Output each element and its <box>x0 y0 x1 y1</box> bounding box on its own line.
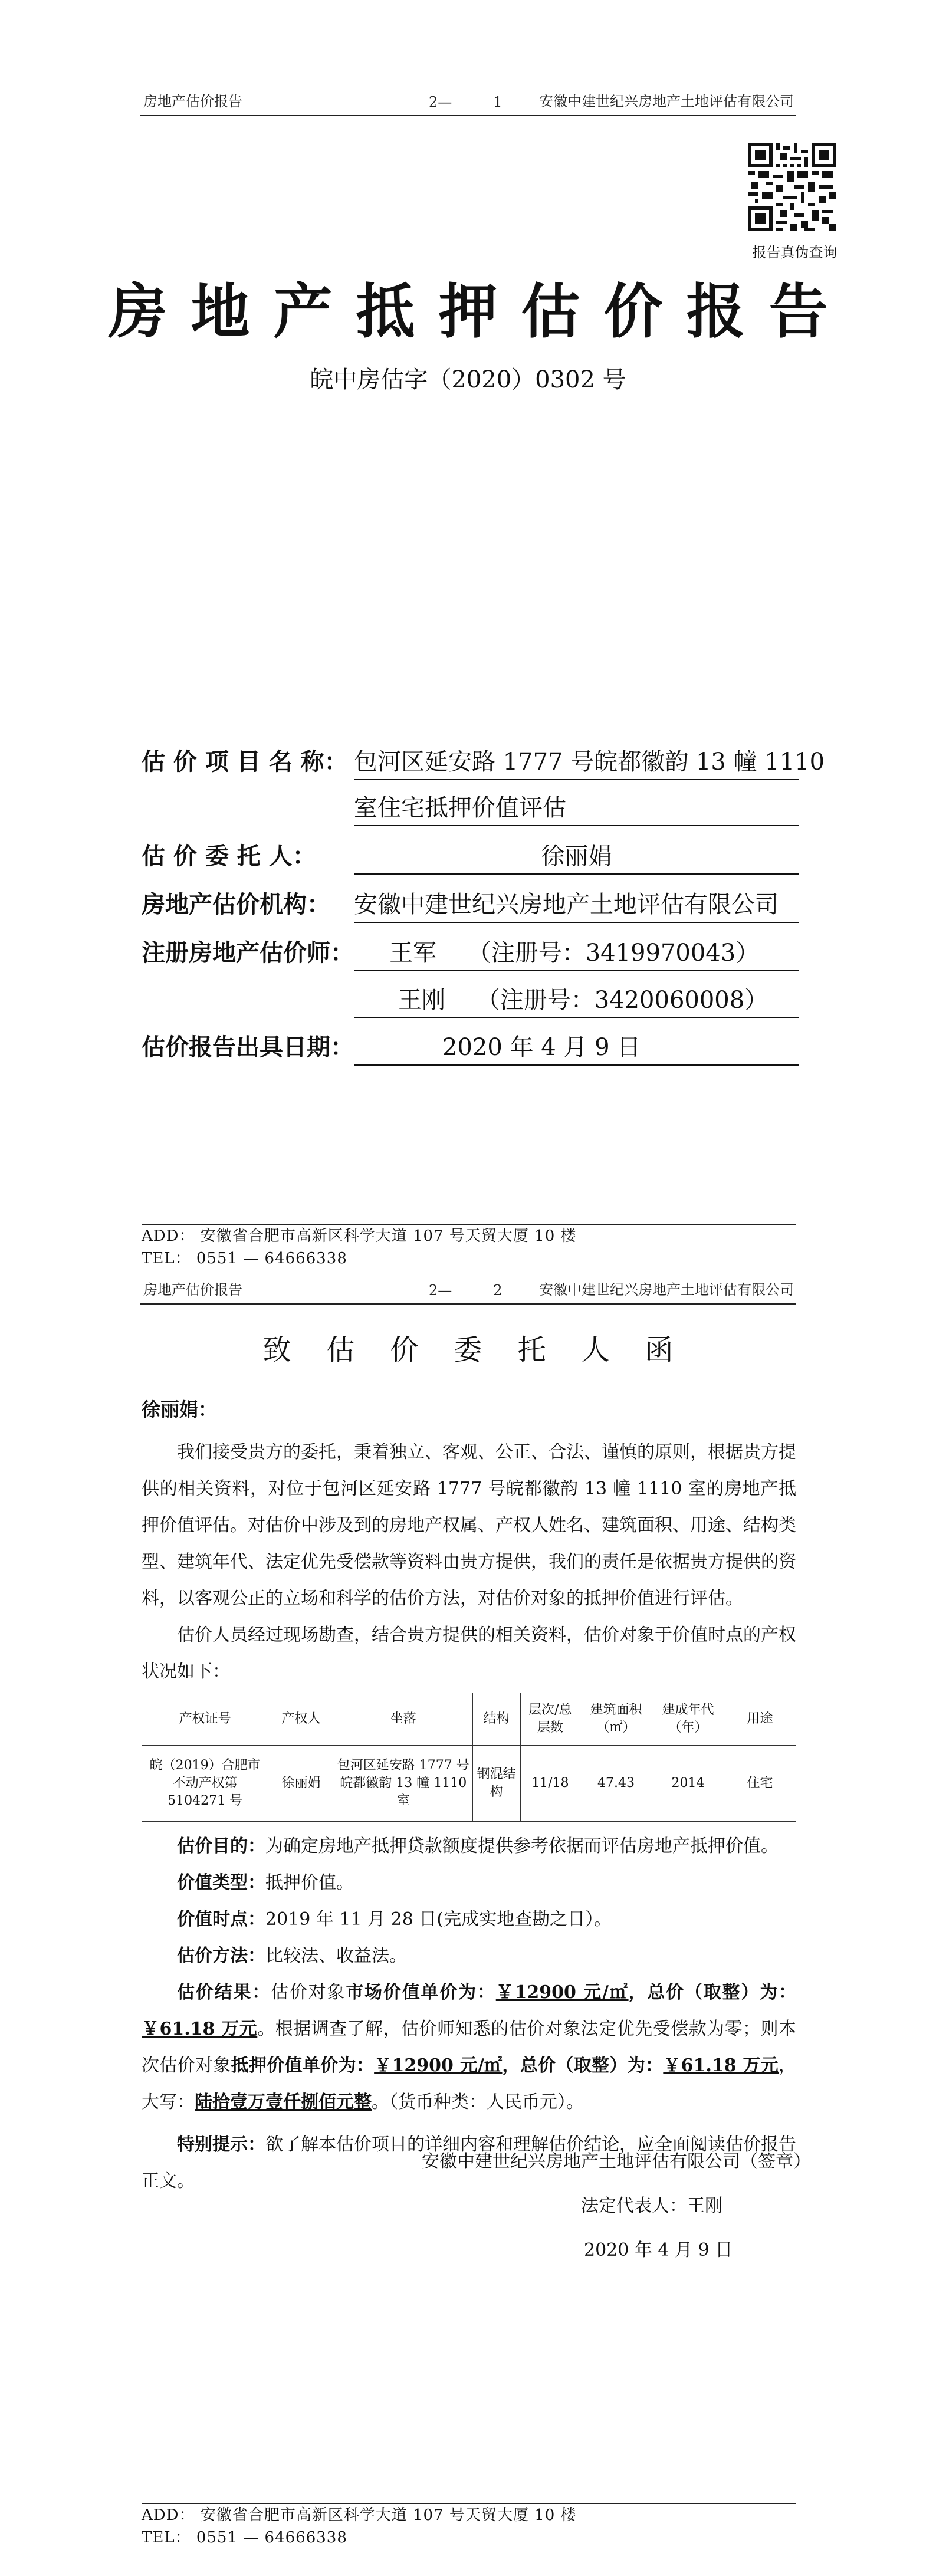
method-value: 比较法、收益法。 <box>265 1946 407 1966</box>
method-line <box>177 1938 796 1974</box>
result-text: 估价对象 <box>271 1982 346 2003</box>
table-header-row <box>142 1693 796 1746</box>
table-cell: 11/18 <box>520 1746 580 1822</box>
value-date-label: 价值时点： <box>177 1909 265 1930</box>
appraiser-2-value: 王刚 （注册号：3420060008） <box>354 981 799 1018</box>
signature-representative: 法定代表人：王刚 <box>581 2196 722 2216</box>
result-text: ，大写： <box>142 2055 797 2112</box>
column-header: 建筑面积（㎡） <box>580 1693 652 1746</box>
column-header: 坐落 <box>334 1693 472 1746</box>
header-page-number: 2— 1 <box>429 94 503 110</box>
document-number: 皖中房估字（2020）0302 号 <box>310 366 626 393</box>
value-type-value: 抵押价值。 <box>265 1872 354 1893</box>
letter-body <box>142 1434 796 1690</box>
footer-tel: TEL： 0551 — 64666338 <box>142 2529 347 2547</box>
column-header: 结构 <box>472 1693 520 1746</box>
agency-value: 安徽中建世纪兴房地产土地评估有限公司 <box>354 886 799 923</box>
market-total-price: ￥61.18 万元 <box>142 2019 258 2039</box>
appraiser-1-value: 王军 （注册号：3419970043） <box>354 934 799 971</box>
qr-code-label: 报告真伪查询 <box>752 244 838 261</box>
note-label: 特别提示： <box>177 2134 265 2155</box>
project-name-value: 包河区延安路 1777 号皖都徽韵 13 幢 1110 <box>354 743 799 780</box>
signature-org: 安徽中建世纪兴房地产土地评估有限公司（签章） <box>422 2151 811 2172</box>
result-text: 市场价值单价为： <box>346 1982 496 2003</box>
report-title: 房地产抵押估价报告 <box>108 277 852 346</box>
column-header: 用途 <box>724 1693 796 1746</box>
result-text: 。根据调查了解，估价师知悉的估价对象法定优先受偿款为零；则本次估价对象 <box>142 2019 796 2076</box>
column-header: 建成年代（年） <box>652 1693 724 1746</box>
table-cell: 皖（2019）合肥市不动产权第 5104271 号 <box>142 1746 268 1822</box>
letter-paragraph-2: 估价人员经过现场勘查，结合贵方提供的相关资料，估价对象于价值时点的产权状况如下： <box>142 1625 796 1682</box>
project-name-label: 估 价 项 目 名 称： <box>142 748 348 776</box>
column-header: 产权人 <box>268 1693 334 1746</box>
page-1 <box>0 0 936 1280</box>
result-text: 抵押价值单价为： <box>231 2055 375 2076</box>
footer-address: ADD： 安徽省合肥市高新区科学大道 107 号天贸大厦 10 楼 <box>142 1227 577 1245</box>
page-2 <box>0 1280 936 2576</box>
letter-paragraph-1: 我们接受贵方的委托，秉着独立、客观、公正、合法、谨慎的原则，根据贵方提供的相关资料，对位于包河区延安路 1777 号皖都徽韵 13 幢 1110 室的房地产抵押价值评估。对估价中涉及到的房地产权属、产权人姓名、建筑面积、用途、结构类型、建筑年代、法定优先受偿款等资料由贵方提供，我们的责任是依据贵方提供的资料，以客观公正的立场和科学的估价方法，对估价对象的抵押价值进行评估。 <box>142 1442 796 1609</box>
result-text: ，总价（取整）为： <box>628 1982 797 2003</box>
letter-salutation: 徐丽娟： <box>142 1398 218 1421</box>
mortgage-unit-price: ￥12900 元/㎡ <box>374 2055 503 2076</box>
purpose-line <box>177 1828 796 1865</box>
page-header <box>140 1280 796 1305</box>
value-type-label: 价值类型： <box>177 1872 265 1893</box>
table-cell: 47.43 <box>580 1746 652 1822</box>
report-date-value: 2020 年 4 月 9 日 <box>354 1029 799 1066</box>
mortgage-total-price: ￥61.18 万元 <box>663 2055 779 2076</box>
value-date-value: 2019 年 11 月 28 日(完成实地查勘之日）。 <box>265 1909 612 1930</box>
table-cell: 徐丽娟 <box>268 1746 334 1822</box>
table-cell: 钢混结构 <box>472 1746 520 1822</box>
appraiser-label: 注册房地产估价师： <box>142 939 354 967</box>
header-org: 安徽中建世纪兴房地产土地评估有限公司 <box>539 1282 794 1298</box>
purpose-value: 为确定房地产抵押贷款额度提供参考依据而评估房地产抵押价值。 <box>265 1836 779 1857</box>
table-cell: 住宅 <box>724 1746 796 1822</box>
qr-code-icon[interactable] <box>748 143 836 231</box>
header-page-number: 2— 2 <box>429 1282 503 1299</box>
header-org: 安徽中建世纪兴房地产土地评估有限公司 <box>539 93 794 110</box>
page-header <box>140 91 796 116</box>
note-value: 欲了解本估价项目的详细内容和理解估价结论，应全面阅读估价报告正文。 <box>142 2134 796 2191</box>
footer-tel: TEL： 0551 — 64666338 <box>142 1250 347 1267</box>
property-status-table <box>142 1693 796 1822</box>
table-row <box>142 1746 796 1822</box>
client-value: 徐丽娟 <box>354 837 799 875</box>
purpose-label: 估价目的： <box>177 1836 265 1857</box>
value-date-line <box>177 1901 796 1938</box>
market-unit-price: ￥12900 元/㎡ <box>495 1982 629 2003</box>
page-2-footer <box>142 2503 796 2549</box>
agency-label: 房地产估价机构： <box>142 891 330 918</box>
result-text: ，总价（取整）为： <box>502 2055 664 2076</box>
column-header: 层次/总层数 <box>520 1693 580 1746</box>
signature-date: 2020 年 4 月 9 日 <box>584 2240 733 2260</box>
table-cell: 包河区延安路 1777 号皖都徽韵 13 幢 1110 室 <box>334 1746 472 1822</box>
result-text: 。（货币种类：人民币元）。 <box>372 2092 584 2112</box>
header-left: 房地产估价报告 <box>143 93 242 110</box>
amount-in-words: 陆拾壹万壹仟捌佰元整 <box>195 2092 372 2112</box>
report-date-label: 估价报告出具日期： <box>142 1033 354 1061</box>
letter-title: 致估价委托人函 <box>262 1333 709 1366</box>
result-paragraph <box>142 1974 796 2121</box>
method-label: 估价方法： <box>177 1946 265 1966</box>
value-type-line <box>177 1865 796 1901</box>
header-left: 房地产估价报告 <box>143 1282 242 1298</box>
footer-address: ADD： 安徽省合肥市高新区科学大道 107 号天贸大厦 10 楼 <box>142 2506 577 2524</box>
table-cell: 2014 <box>652 1746 724 1822</box>
valuation-details <box>142 1828 797 2200</box>
client-label: 估 价 委 托 人： <box>142 842 316 870</box>
result-label: 估价结果： <box>177 1982 271 2003</box>
page-1-footer <box>142 1224 796 1270</box>
column-header: 产权证号 <box>142 1693 268 1746</box>
project-name-value-2: 室住宅抵押价值评估 <box>354 789 799 826</box>
